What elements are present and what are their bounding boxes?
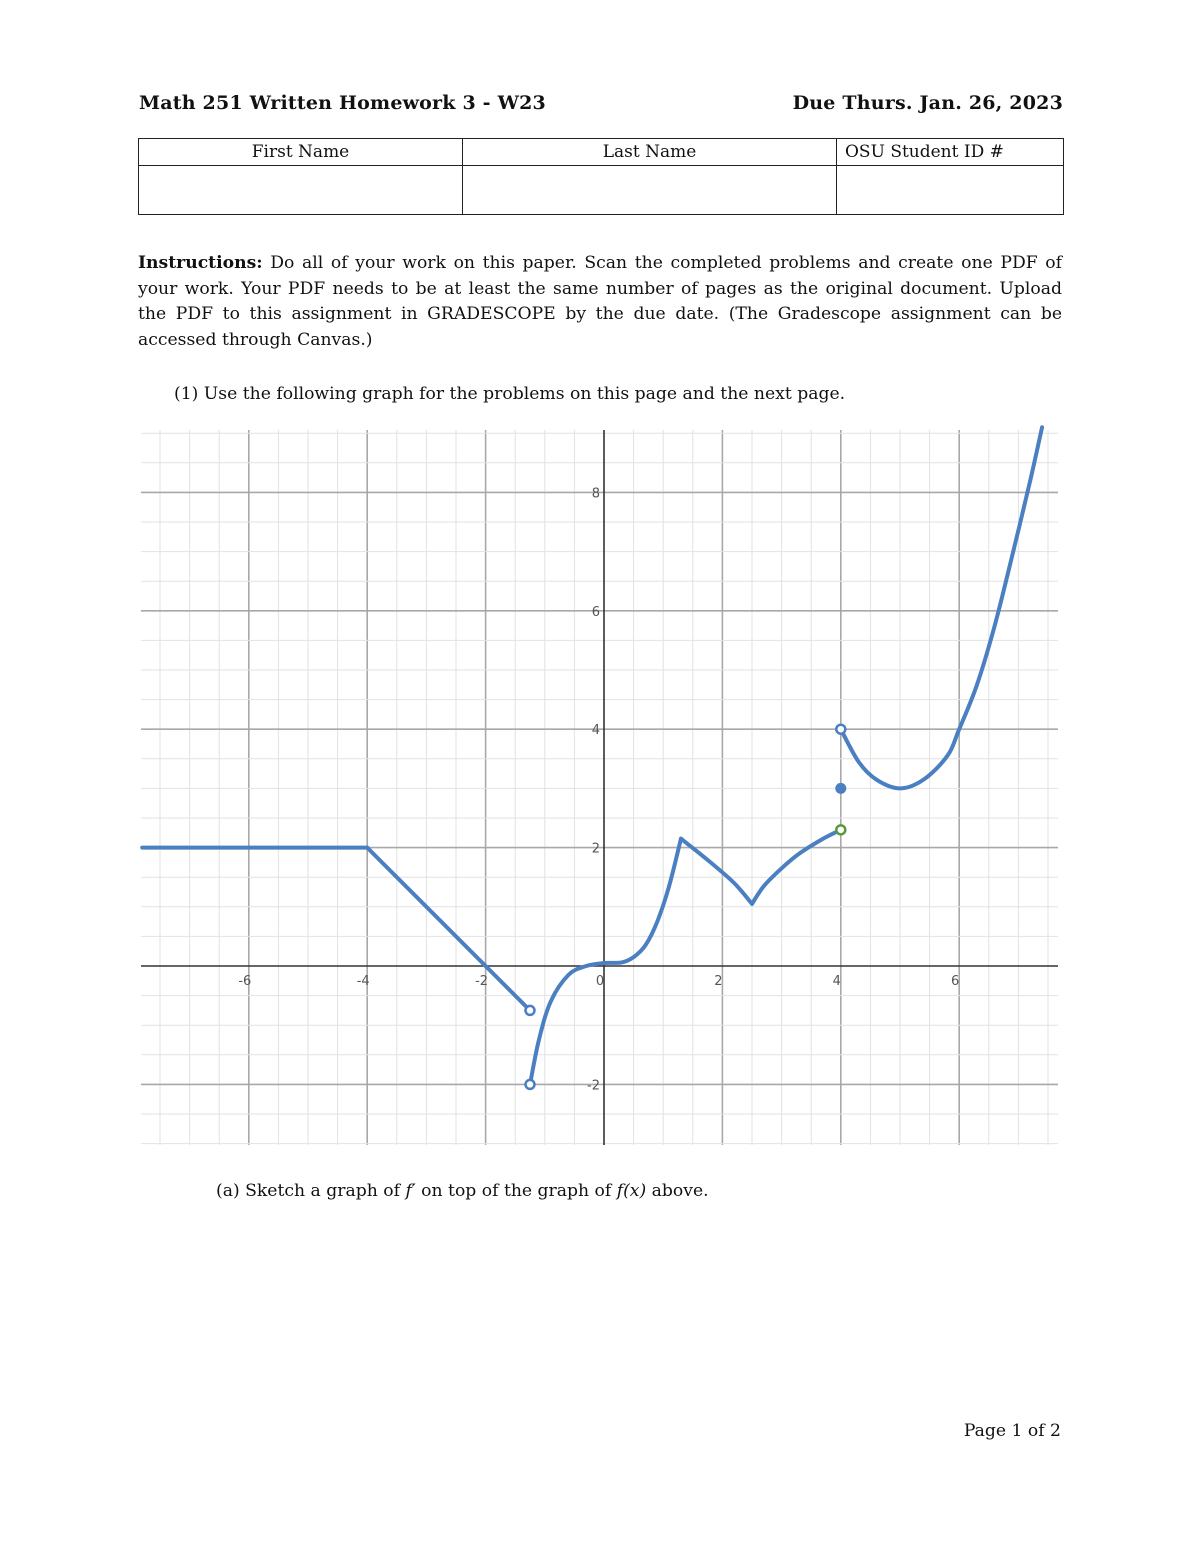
x-tick-label: -6 [238,974,252,989]
cusp-up-segment [752,830,841,904]
y-tick-label: 2 [591,841,600,857]
open-point [526,1080,535,1089]
x-tick-label: 6 [951,974,960,989]
subproblem-a-prompt [216,1181,709,1201]
open-point [836,725,845,734]
student-id-header: OSU Student ID # [837,139,1064,166]
due-date: Due Thurs. Jan. 26, 2023 [792,92,1063,114]
y-tick-label: 4 [591,723,600,739]
f-of-x-symbol: f(x) [616,1181,647,1201]
last-name-header: Last Name [463,139,837,166]
open-point [526,1006,535,1015]
linear-segment [367,848,530,1011]
x-tick-label: 0 [595,974,605,989]
subproblem-a-prefix: (a) Sketch a graph of [216,1181,406,1201]
problem-1-prompt: (1) Use the following graph for the problems on this page and the next page. [174,384,846,404]
subproblem-a-middle: on top of the graph of [415,1181,617,1201]
x-tick-label: -4 [356,974,370,989]
x-tick-label: -2 [475,974,489,989]
instructions-label: Instructions: [138,253,263,273]
parabola-segment [841,427,1042,788]
closed-point [836,783,846,793]
f-prime-symbol: f′ [405,1181,416,1201]
rising-cubic-segment [530,839,681,1085]
open-point-green [836,825,845,834]
assignment-title: Math 251 Written Homework 3 - W23 [139,92,546,114]
first-name-header: First Name [139,139,463,166]
instructions-text: Do all of your work on this paper. Scan the completed problems and create one PDF of your work. Your PDF needs to be at least the same number of pages as the original document. Upload the PDF to this assignment in GRADESCOPE by the due date. (The Gradescope assignment can be accessed through Canvas.) [138,253,1062,350]
page-number: Page 1 of 2 [963,1421,1061,1441]
x-tick-label: 4 [832,974,841,989]
y-tick-label: -2 [587,1078,600,1094]
subproblem-a-suffix: above. [646,1181,709,1201]
y-tick-label: 6 [591,604,600,620]
cusp-down-segment [681,839,752,904]
y-tick-label: 8 [591,486,600,502]
x-tick-label: 2 [714,974,723,989]
